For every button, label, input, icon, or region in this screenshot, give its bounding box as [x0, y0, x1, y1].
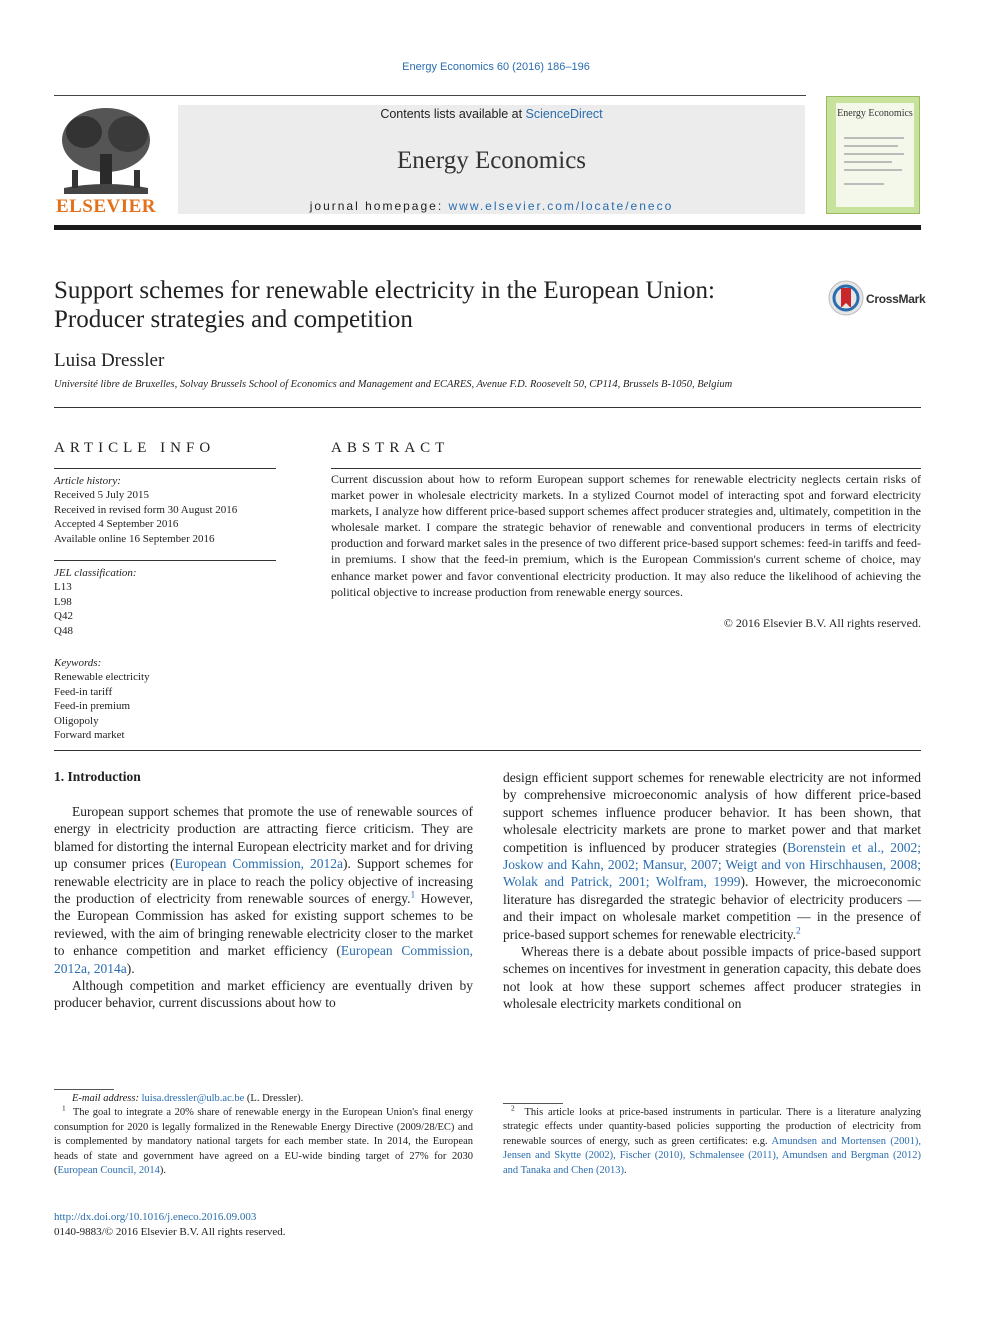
footnote-marker[interactable]: 2: [796, 926, 801, 937]
jel-code: L13: [54, 581, 72, 594]
citation-link[interactable]: Borenstein et al., 2002; Joskow and Kahn, 2002; Mansur, 2007; Weigt and von Hirschhausen, 2008; Wolak and Patrick, 2001; Wolfram, 1999: [503, 839, 921, 890]
history-item: Received 5 July 2015: [54, 489, 150, 502]
text-run: ).: [159, 1165, 166, 1177]
jel-code: L98: [54, 595, 72, 608]
journal-name: Energy Economics: [396, 147, 587, 174]
footnotes-right: [503, 1103, 922, 1178]
citation-link[interactable]: European Council, 2014: [57, 1165, 160, 1177]
cover-rule: [844, 161, 892, 163]
author-name: Luisa Dressler: [54, 350, 165, 371]
article-title: Support schemes for renewable electricity in the European Union: Producer strategies and competition: [54, 277, 715, 333]
keyword: Oligopoly: [54, 714, 99, 727]
crossmark-icon[interactable]: [828, 280, 864, 316]
footnote-number: 2: [511, 1103, 515, 1113]
footnote-marker[interactable]: 1: [410, 890, 416, 901]
history-item: Available online 16 September 2016: [54, 532, 215, 545]
email-label: E-mail address:: [72, 1093, 139, 1104]
body-right-column: [503, 769, 921, 1013]
citation-link[interactable]: European Commission, 2012a: [174, 856, 343, 872]
abstract-copyright: © 2016 Elsevier B.V. All rights reserved.: [723, 616, 921, 630]
cover-rule: [844, 183, 884, 185]
footnote-rule: [54, 1089, 114, 1090]
cover-rule: [844, 137, 904, 139]
homepage-link[interactable]: www.elsevier.com/locate/eneco: [448, 199, 674, 213]
divider: [54, 750, 921, 751]
crossmark-label[interactable]: CrossMark: [866, 292, 926, 306]
author-affiliation: Université libre de Bruxelles, Solvay Brussels School of Economics and Management and ECARES, Avenue F.D. Roosevelt 50, CP114, Brussels B-1050, Belgium: [54, 379, 733, 390]
history-item: Received in revised form 30 August 2016: [54, 503, 238, 516]
journal-citation[interactable]: Energy Economics 60 (2016) 186–196: [402, 61, 590, 73]
history-item: Accepted 4 September 2016: [54, 518, 179, 531]
citation-link[interactable]: Amundsen and Mortensen (2001), Jensen and Skytte (2002), Fischer (2010), Schmalensee (2011), Amundsen and Bergman (2012) and Tanaka and Chen (2013): [503, 1135, 921, 1176]
text-run: ). However, the microeconomic literature has disregarded the strategic behavior of electricity producers — and their impact on wholesale market competition — in the presence of price-based support schemes for renewable electricity.: [503, 874, 921, 942]
article-history: [54, 474, 276, 546]
jel-code: Q42: [54, 610, 73, 623]
page-footer: [54, 1210, 286, 1240]
jel-classification: [54, 566, 276, 638]
cover-rule: [844, 145, 898, 147]
paragraph: [503, 769, 921, 943]
article-info-heading: ARTICLE INFO: [54, 440, 216, 456]
issn-line: 0140-9883/© 2016 Elsevier B.V. All rights reserved.: [54, 1226, 286, 1238]
cover-page: [836, 103, 914, 207]
elsevier-wordmark: ELSEVIER: [55, 196, 157, 217]
jel-label: JEL classification:: [54, 567, 137, 579]
divider: [54, 560, 276, 561]
abstract-heading: ABSTRACT: [331, 440, 450, 456]
paragraph: [54, 803, 473, 977]
contents-line: [178, 107, 805, 121]
text-run: ). Support schemes for renewable electricity are in place to reach the policy objective of increasing the production of electricity from renewable sources of energy.: [54, 856, 473, 907]
citation-link[interactable]: European Commission, 2012a, 2014a: [54, 943, 473, 976]
email-link[interactable]: luisa.dressler@ulb.ac.be: [141, 1093, 245, 1104]
footnote-2: [503, 1103, 922, 1178]
divider: [54, 407, 921, 408]
jel-code: Q48: [54, 624, 73, 637]
footnote-number: 1: [62, 1103, 66, 1113]
text-run: ).: [126, 960, 135, 976]
footnotes-left: [54, 1092, 473, 1178]
contents-prefix: Contents lists available at: [380, 107, 526, 121]
header-top-rule: [54, 95, 806, 96]
text-run: The goal to integrate a 20% share of renewable energy in the European Union's final energy consumption for 2020 is legally formalized in the Renewable Energy Directive (2009/28/EC) and is complemented by mandatory national targets for each member state. In 2014, the European heads of state and government have agreed on a EU-wide binding target of 27% for 2030 (: [54, 1107, 473, 1177]
header-thick-rule: [54, 225, 921, 230]
keyword: Renewable electricity: [54, 671, 150, 684]
divider: [331, 468, 921, 469]
text-run: design efficient support schemes for renewable electricity are not informed by comprehensive microeconomic analysis of how different price-based support schemes influence producer behavior. It has been shown, that wholesale electricity markets are prone to market power and that market competition is influenced by producer strategies (: [503, 770, 921, 855]
homepage-line: [178, 199, 805, 213]
homepage-prefix: journal homepage:: [309, 199, 449, 213]
text-run: (L. Dressler).: [244, 1093, 304, 1104]
paragraph: Although competition and market efficiency are eventually driven by producer behavior, current discussions about how to: [54, 978, 473, 1011]
keywords: [54, 656, 276, 742]
abstract-text: Current discussion about how to reform European support schemes for renewable electricity neglects certain risks of market power in wholesale electricity markets. In a stylized Cournot model of interacting spot and forward electricity markets, I analyze how different price-based support schemes affect producer strategies and, ultimately, competition in the wholesale market. I compare the strategic behavior of renewable and conventional producers in terms of electricity production and forward market sales in the presence of two different price-based support schemes: feed-in tariffs and feed-in premiums. I show that the feed-in premium, which is the European Commission's current scheme of choice, may enhance market power and favor conventional electricity production. It may also reduce the likelihood of achieving the political objective to increase production from renewable energy sources.: [331, 472, 921, 599]
divider: [54, 468, 276, 469]
journal-cover-thumbnail[interactable]: [826, 96, 920, 214]
cover-rule: [844, 153, 904, 155]
cover-rule: [844, 169, 902, 171]
keyword: Forward market: [54, 729, 125, 742]
paragraph: Whereas there is a debate about possible impacts of price-based support schemes on incentives for investment in generation capacity, this debate does not look at how these support schemes affect producer strategies in wholesale electricity markets conditional on: [503, 944, 921, 1012]
body-left-column: [54, 803, 473, 1012]
email-footnote: [54, 1092, 473, 1106]
keyword: Feed-in tariff: [54, 685, 113, 698]
section-heading: 1. Introduction: [54, 769, 141, 784]
sciencedirect-link[interactable]: ScienceDirect: [525, 107, 603, 121]
keyword: Feed-in premium: [54, 700, 131, 713]
text-run: This article looks at price-based instruments in particular. There is a literature analyzing strategic effects under quantity-based policies supporting the production of electricity from renewable sources of energy, such as green certificates: e.g.: [503, 1107, 922, 1147]
history-label: Article history:: [54, 475, 121, 487]
text-run: However, the European Commission has asked for existing support schemes to be reviewed, with the aim of bringing renewable electricity closer to the market to enhance competition and market efficiency (: [54, 891, 473, 959]
doi-link[interactable]: http://dx.doi.org/10.1016/j.eneco.2016.09.003: [54, 1211, 257, 1223]
footnote-1: [54, 1103, 473, 1178]
text-run: .: [623, 1164, 627, 1176]
keywords-label: Keywords:: [54, 657, 102, 669]
text-run: European support schemes that promote the use of renewable sources of energy in electricity production are attracting fierce criticism. They are blamed for distorting the internal European electricity market and for driving up consumer prices (: [54, 804, 473, 872]
cover-title: Energy Economics: [837, 108, 913, 119]
